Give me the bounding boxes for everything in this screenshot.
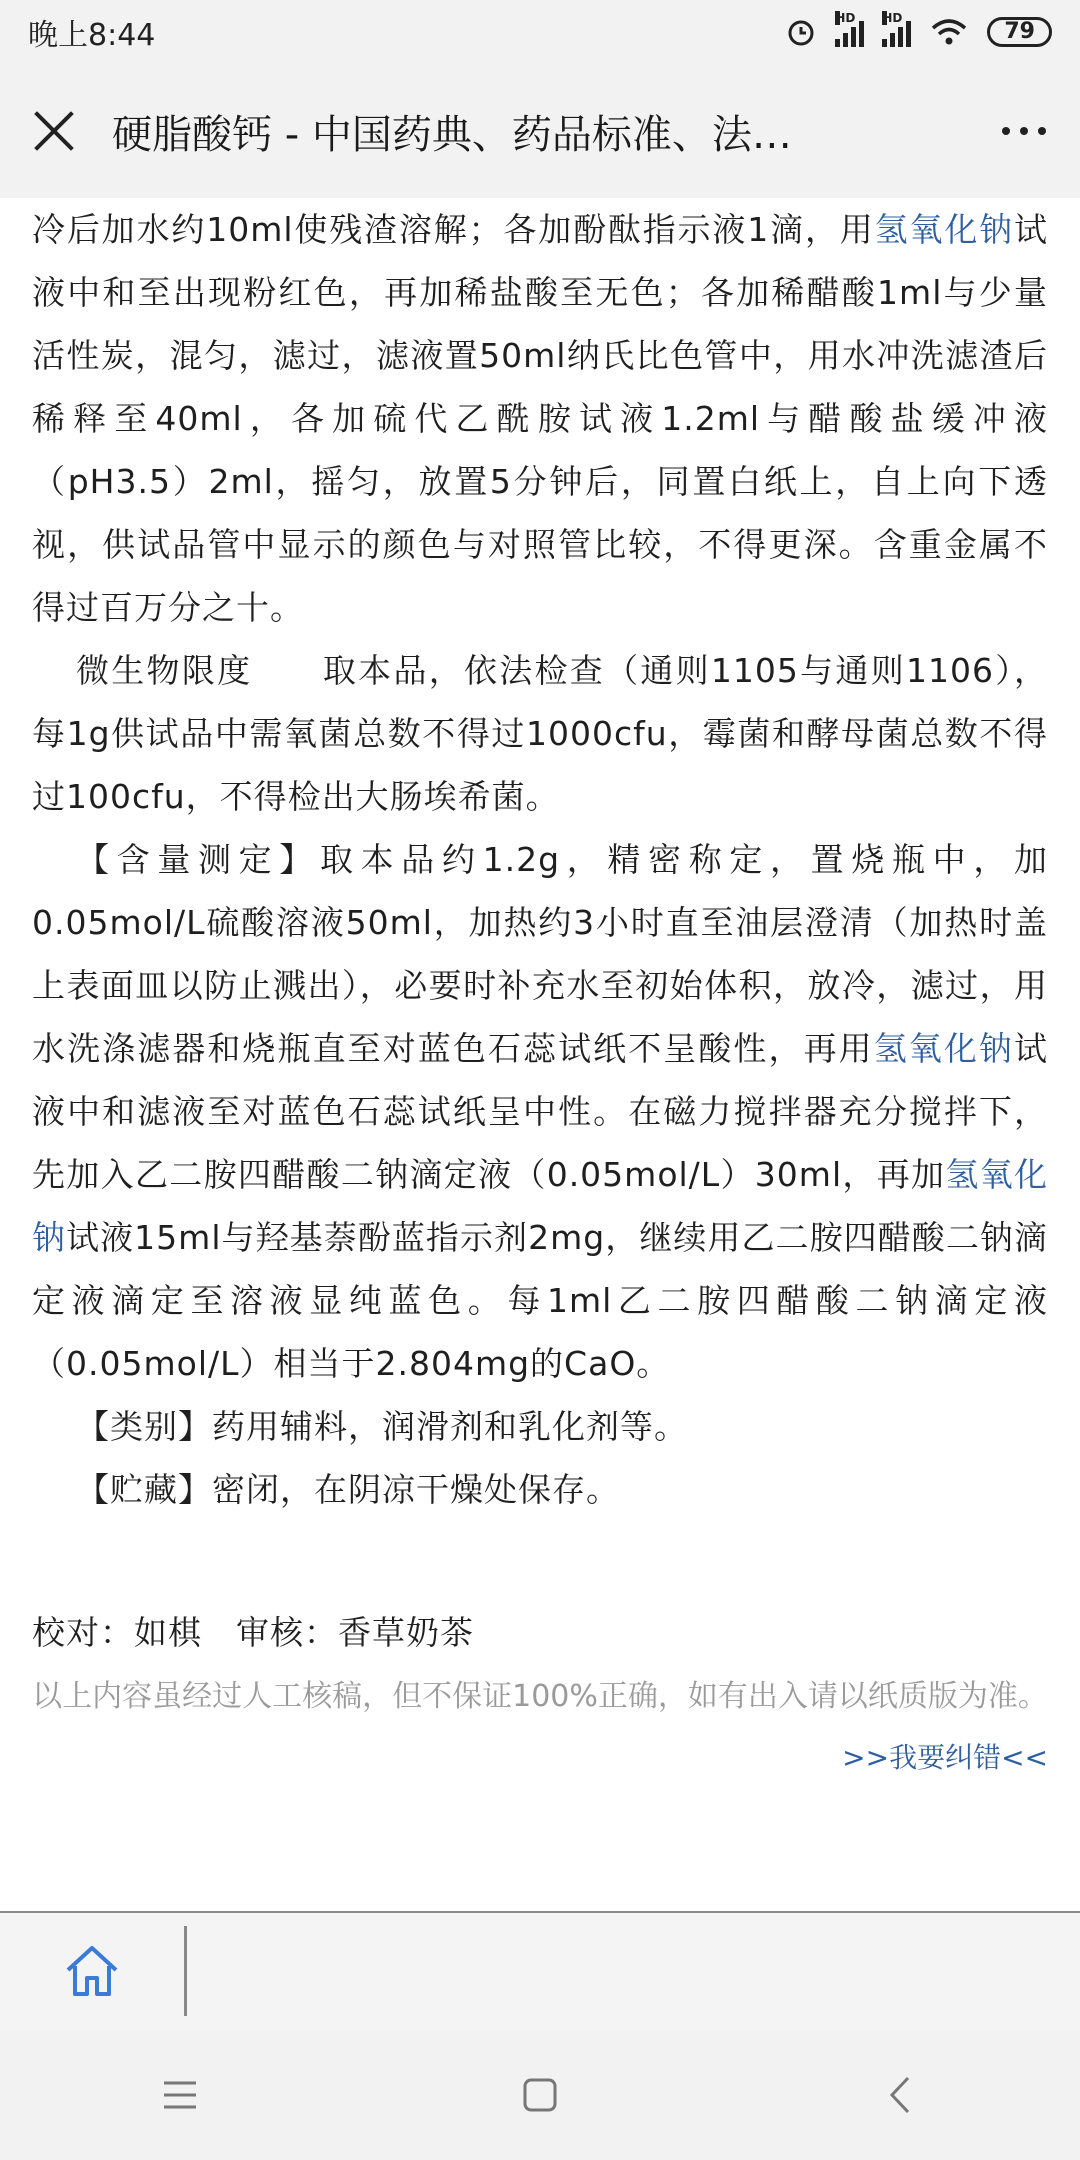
signal-icon	[882, 11, 911, 47]
status-bar	[0, 0, 1080, 64]
system-nav-bar	[0, 2029, 1080, 2160]
reviewers-line: 校对：如棋 审核：香草奶茶	[32, 1613, 474, 1652]
more-icon[interactable]	[992, 107, 1056, 155]
back-icon	[888, 2076, 912, 2114]
paragraph-storage: 【贮藏】密闭，在阴凉干燥处保存。	[76, 1470, 620, 1509]
text-segment: 试液中和至出现粉红色，再加稀盐酸至无色；各加稀醋酸1ml与少量活性炭，混匀，滤过，滤液置50ml纳氏比色管中，用水冲洗滤渣后稀释至40ml，各加硫代乙酰胺试液1.2ml与醋酸盐缓冲液（pH3.5）2ml，摇匀，放置5分钟后，同置白纸上，自上向下透视，供试品管中显示的颜色与对照管比较，不得更深。含重金属不得过百万分之十。	[32, 210, 1049, 627]
menu-icon	[162, 2080, 198, 2110]
paragraph-microbial-limit: 微生物限度 取本品，依法检查（通则1105与通则1106），每1g供试品中需氧菌总数不得过1000cfu，霉菌和酵母菌总数不得过100cfu，不得检出大肠埃希菌。	[32, 651, 1048, 816]
status-time: 晚上8:44	[28, 18, 156, 53]
text-segment: 冷后加水约10ml使残渣溶解；各加酚酞指示液1滴，用	[32, 210, 875, 249]
home-button[interactable]	[0, 1913, 184, 2029]
keyword-link[interactable]: 氢氧化钠	[873, 1029, 1015, 1068]
paragraph-heavy-metals	[32, 198, 1048, 639]
status-icons	[785, 11, 1052, 48]
alarm-icon	[785, 16, 817, 48]
text-segment: 试液15ml与羟基萘酚蓝指示剂2mg，继续用乙二胺四醋酸二钠滴定液滴定至溶液显纯蓝色。每1ml乙二胺四醋酸二钠滴定液（0.05mol/L）相当于2.804mg的CaO。	[32, 1218, 1048, 1383]
battery-indicator: 79	[987, 17, 1052, 47]
hd-label: HD	[835, 11, 856, 25]
hd-label: HD	[882, 11, 903, 25]
signal-icon	[835, 11, 864, 47]
back-button[interactable]	[840, 2050, 960, 2140]
square-icon	[523, 2078, 557, 2112]
disclaimer: 以上内容虽经过人工核稿，但不保证100%正确，如有出入请以纸质版为准。	[32, 1679, 1048, 1714]
toolbar-divider	[184, 1926, 187, 2016]
paragraph-category: 【类别】药用辅料，润滑剂和乳化剂等。	[76, 1407, 688, 1446]
text-segment: 试液中和滤液至对蓝色石蕊试纸呈中性。在磁力搅拌器充分搅拌下，先加入乙二胺四醋酸二钠滴定液（0.05mol/L）30ml，再加	[32, 1029, 1049, 1194]
paragraph-assay	[32, 828, 1048, 1395]
bottom-toolbar	[0, 1911, 1080, 2029]
keyword-link[interactable]: 氢氧化钠	[32, 1155, 1049, 1257]
article-content	[0, 198, 1080, 1911]
recent-apps-button[interactable]	[120, 2050, 240, 2140]
wifi-icon	[929, 16, 969, 48]
report-error-link[interactable]: >>我要纠错<<	[842, 1741, 1048, 1774]
page-title: 硬脂酸钙 - 中国药典、药品标准、法…	[112, 111, 792, 158]
home-icon	[63, 1942, 121, 2000]
text-segment: 【含量测定】取本品约1.2g，精密称定，置烧瓶中，加0.05mol/L硫酸溶液50ml，加热约3小时直至油层澄清（加热时盖上表面皿以防止溅出），必要时补充水至初始体积，放冷，滤过，用水洗涤滤器和烧瓶直至对蓝色石蕊试纸不呈酸性，再用	[32, 840, 1048, 1068]
keyword-link[interactable]: 氢氧化钠	[874, 210, 1015, 249]
close-icon[interactable]	[24, 101, 84, 161]
home-nav-button[interactable]	[480, 2050, 600, 2140]
title-bar	[0, 64, 1080, 198]
